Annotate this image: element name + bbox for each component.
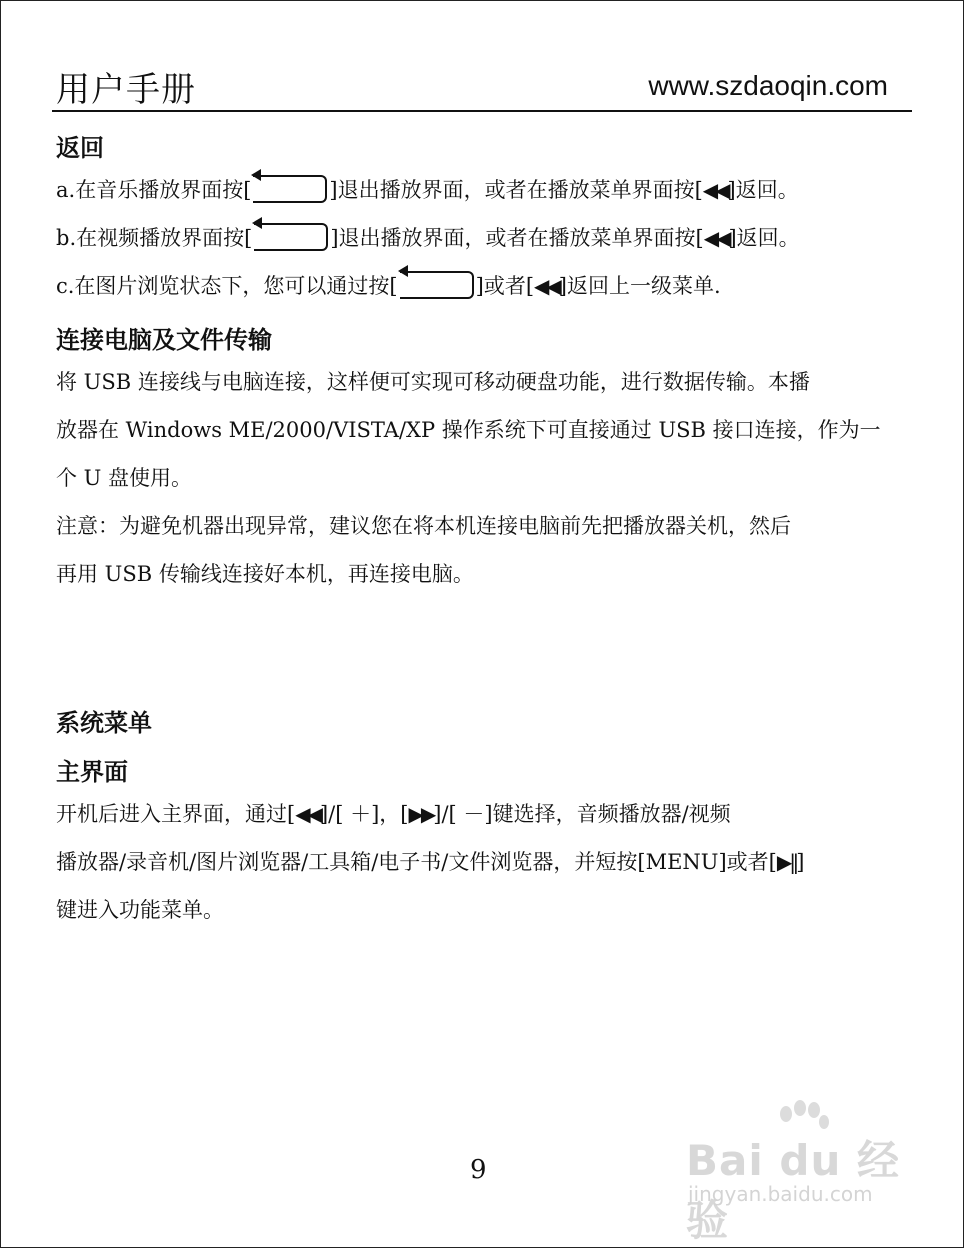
- pc-line-1: 将 USB 连接线与电脑连接，这样便可实现可移动硬盘功能，进行数据传输。本播: [56, 370, 810, 394]
- system-line-3: 键进入功能菜单。: [56, 898, 224, 922]
- prev-icon: ◀◀: [703, 226, 729, 250]
- baidu-watermark: [686, 1100, 916, 1245]
- return-line-a: [56, 176, 799, 206]
- pc-line-2: 放器在 Windows ME/2000/VISTA/XP 操作系统下可直接通过 USB 接口连接，作为一: [56, 418, 881, 442]
- next-icon: ▶▶: [408, 802, 434, 826]
- section-heading-return: 返回: [56, 134, 104, 162]
- manual-title: 用户手册: [56, 70, 196, 110]
- back-icon: [254, 223, 328, 251]
- page-number: 9: [470, 1155, 487, 1185]
- system-line-1: [56, 800, 731, 828]
- watermark-url: jingyan.baidu.com: [688, 1182, 873, 1206]
- return-line-c: [56, 272, 721, 302]
- prev-icon: ◀◀: [702, 178, 728, 202]
- website-url: www.szdaoqin.com: [648, 70, 888, 101]
- system-l2-a: 播放器/录音机/图片浏览器/工具箱/电子书/文件浏览器，并短按[MENU]或者[: [56, 850, 777, 874]
- system-l1-c: ]/[ －]键选择，音频播放器/视频: [433, 802, 731, 826]
- prev-icon: ◀◀: [534, 274, 559, 298]
- section-heading-system: 系统菜单: [56, 709, 152, 737]
- system-line-2: [56, 848, 804, 876]
- watermark-main-text: Bai du 经验: [686, 1136, 900, 1245]
- return-a-suffix: ]返回。: [727, 178, 799, 202]
- system-l1-b: ]/[ ＋]，[: [319, 802, 409, 826]
- return-b-suffix: ]返回。: [728, 226, 800, 250]
- return-a-prefix: a.在音乐播放界面按[: [56, 178, 252, 202]
- section-heading-pc: 连接电脑及文件传输: [56, 326, 272, 354]
- return-c-suffix: ]返回上一级菜单.: [558, 274, 721, 298]
- pc-note-1: 注意：为避免机器出现异常，建议您在将本机连接电脑前先把播放器关机，然后: [56, 514, 791, 538]
- system-l2-b: ]: [796, 850, 805, 874]
- return-c-prefix: c.在图片浏览状态下，您可以通过按[: [56, 274, 398, 298]
- return-c-mid: ]或者[: [475, 274, 535, 298]
- header-divider: [52, 110, 912, 112]
- back-icon: [400, 271, 474, 299]
- return-b-mid: ]退出播放界面，或者在播放菜单界面按[: [330, 226, 704, 250]
- subheading-main-screen: 主界面: [56, 758, 128, 786]
- back-icon: [253, 175, 327, 203]
- pc-note-2: 再用 USB 传输线连接好本机，再连接电脑。: [56, 562, 474, 586]
- play-pause-icon: ▶‖: [776, 850, 797, 874]
- prev-icon: ◀◀: [295, 802, 320, 826]
- system-l1-a: 开机后进入主界面，通过[: [56, 802, 296, 826]
- pc-line-3: 个 U 盘使用。: [56, 466, 193, 490]
- return-line-b: [56, 224, 800, 254]
- return-b-prefix: b.在视频播放界面按[: [56, 226, 253, 250]
- return-a-mid: ]退出播放界面，或者在播放菜单界面按[: [329, 178, 703, 202]
